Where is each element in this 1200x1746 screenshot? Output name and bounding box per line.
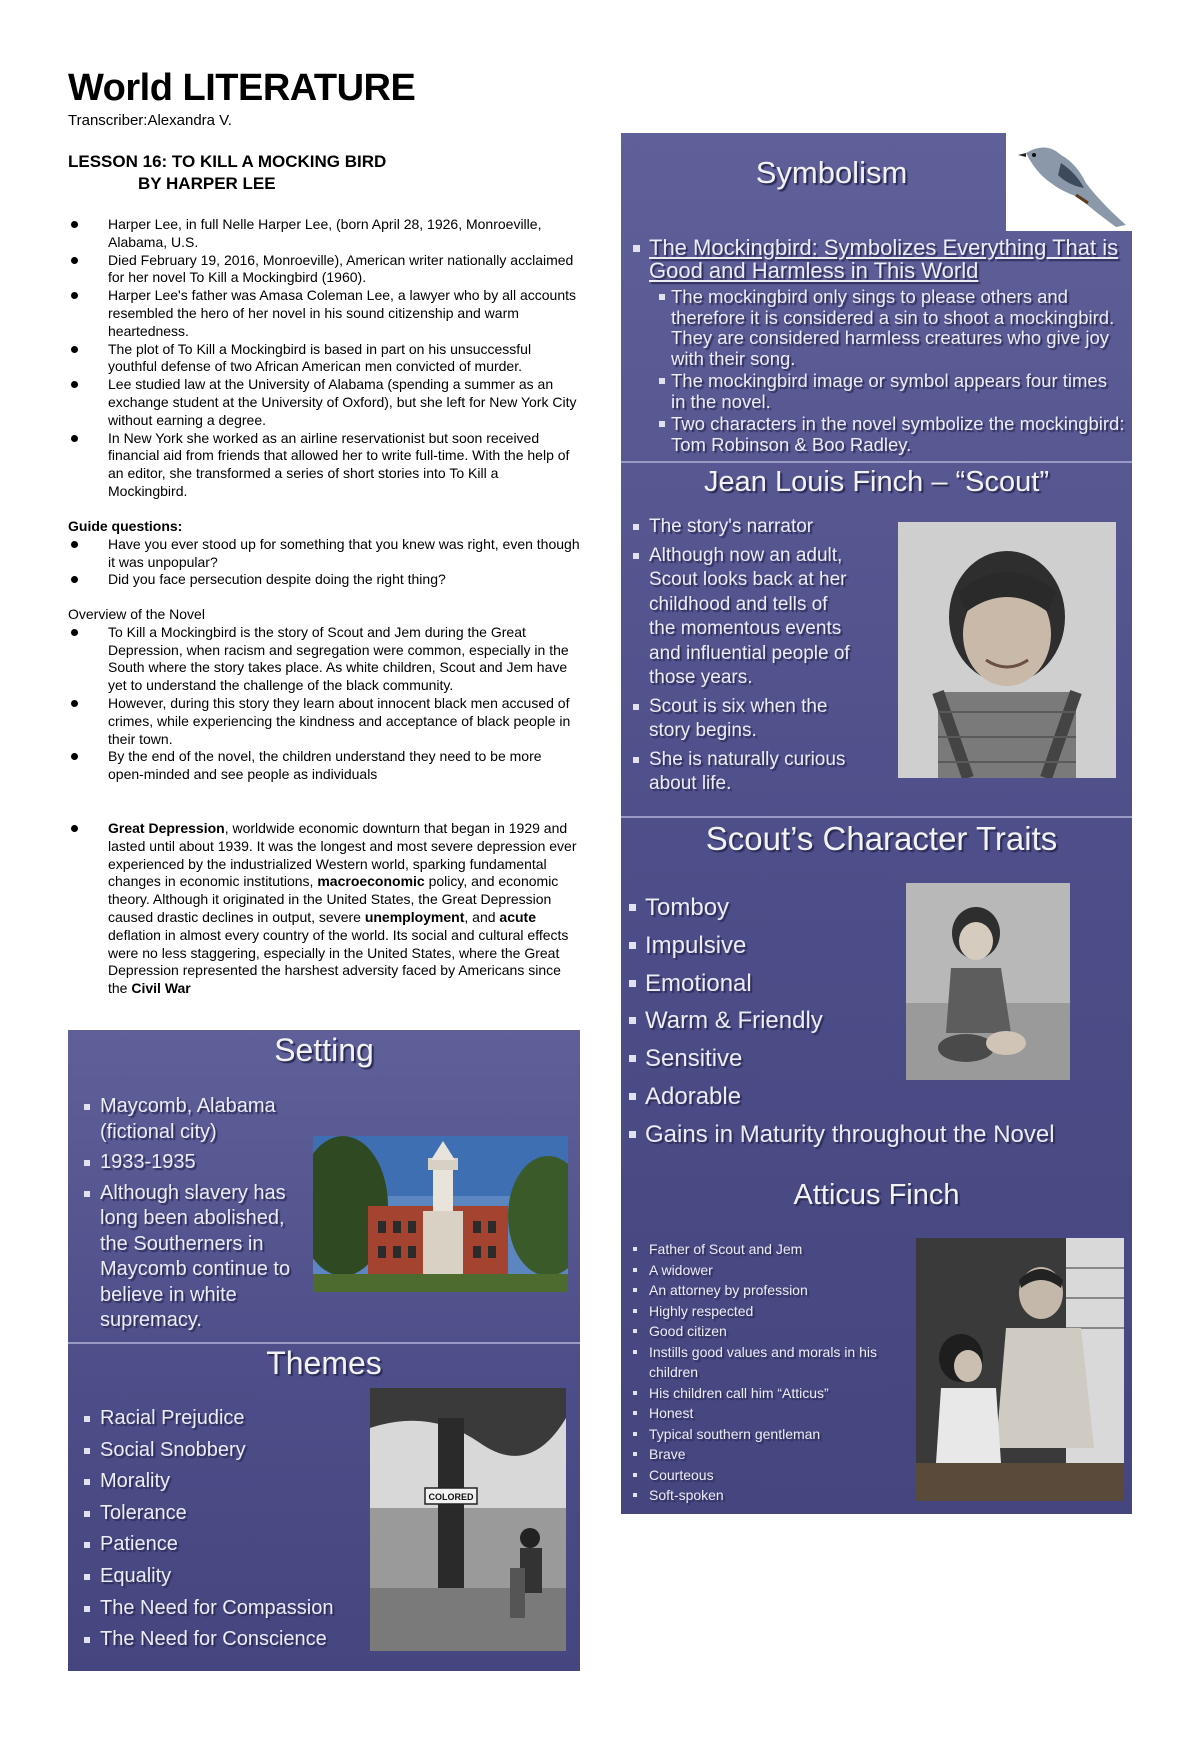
bullet-marker xyxy=(84,1448,90,1454)
list-item: Although slavery has long been abolished, the Southerners in Maycomb continue to believe in white supremacy. xyxy=(80,1181,305,1334)
list-item: Courteous xyxy=(629,1465,889,1486)
scout-list xyxy=(629,515,854,797)
bullet-marker xyxy=(633,1329,637,1333)
bullet-marker xyxy=(84,1191,90,1197)
bullet-marker xyxy=(629,980,636,987)
list-item: Tomboy xyxy=(625,889,1130,927)
list-item: Maycomb, Alabama (fictional city) xyxy=(80,1094,305,1145)
bullet-marker xyxy=(633,704,639,710)
bullet-marker xyxy=(633,1288,637,1292)
bullet-marker xyxy=(629,1017,636,1024)
list-item: The plot of To Kill a Mockingbird is based in part on his unsuccessful youthful defense of two African American men convicted of murder. xyxy=(68,341,580,377)
bullet-marker xyxy=(633,1268,637,1272)
list-item: Have you ever stood up for something that you knew was right, even though it was unpopular? xyxy=(68,536,580,572)
colored-sign-text: COLORED xyxy=(428,1492,474,1502)
list-item: By the end of the novel, the children understand they need to be more open-minded and see people as individuals xyxy=(68,748,580,784)
atticus-scout-photo xyxy=(916,1238,1124,1501)
bullet-marker xyxy=(84,1479,90,1485)
text-run: , and xyxy=(464,908,500,925)
bullet-marker xyxy=(84,1637,90,1643)
text-run: , worldwide economic downturn that began in 1929 and lasted until about 1939. It was the longest and most severe depression ever experienced by the industrialized Western world, sparking fundamental changes in economic institutions, xyxy=(108,820,577,890)
list-item: Emotional xyxy=(625,965,1130,1003)
list-item: An attorney by profession xyxy=(629,1280,889,1301)
atticus-list xyxy=(629,1239,889,1506)
list-item: Tolerance xyxy=(80,1498,360,1530)
bullet-marker xyxy=(633,757,639,763)
bullet-marker xyxy=(633,1452,637,1456)
list-item: Adorable xyxy=(625,1078,1130,1116)
list-item: Instills good values and morals in his children xyxy=(629,1342,889,1383)
bullet-marker xyxy=(633,1350,637,1354)
term-civil-war: Civil War xyxy=(131,980,191,997)
list-item: The story's narrator xyxy=(629,515,854,540)
slide-title-symbolism: Symbolism xyxy=(755,155,908,190)
bullet-marker xyxy=(659,421,665,427)
list-item: In New York she worked as an airline reservationist but soon received financial aid from friends that allowed her to write full-time. With the help of an editor, she transformed a series of short stories into To Kill a Mockingbird. xyxy=(68,430,580,501)
list-item xyxy=(68,820,580,998)
document-title: World LITERATURE xyxy=(68,67,416,109)
bullet-marker xyxy=(84,1416,90,1422)
mockingbird-image xyxy=(1006,133,1132,231)
list-item: Social Snobbery xyxy=(80,1435,360,1467)
bullet-marker xyxy=(629,904,636,911)
list-item: Racial Prejudice xyxy=(80,1403,360,1435)
list-item: A widower xyxy=(629,1260,889,1281)
lesson-title: LESSON 16: TO KILL A MOCKING BIRD xyxy=(68,152,387,171)
bullet-marker xyxy=(633,1391,637,1395)
transcriber-line: Transcriber:Alexandra V. xyxy=(68,112,232,129)
character-slides xyxy=(621,133,1132,1514)
list-item: The mockingbird only sings to please others and therefore it is considered a sin to shoot a mockingbird. They are considered harmless creatures who give joy with their song. xyxy=(655,287,1125,369)
text-run: deflation in almost every country of the world. Its social and cultural effects were no less staggering, especially in the United States, where the Great Depression represented the harshest adversity faced by Americans since the xyxy=(108,926,569,997)
bullet-marker xyxy=(84,1574,90,1580)
bullet-marker xyxy=(633,245,640,252)
text-run: policy, and economic theory. Although it originated in the United States, the Great Depression caused drastic declines in output, severe xyxy=(108,873,559,925)
list-item: To Kill a Mockingbird is the story of Scout and Jem during the Great Depression, when racism and segregation were common, especially in the South where the story takes place. As white children, Scout and Jem have yet to understand the challenge of the black community. xyxy=(68,624,580,695)
bullet-marker xyxy=(629,1093,636,1100)
list-item: However, during this story they learn about innocent black men accused of crimes, while experiencing the kindness and acceptance of black people in their town. xyxy=(68,695,580,748)
overview-heading: Overview of the Novel xyxy=(68,606,205,622)
list-item: Highly respected xyxy=(629,1301,889,1322)
setting-list xyxy=(80,1094,305,1334)
list-item: Scout is six when the story begins. xyxy=(629,695,854,744)
list-item: Brave xyxy=(629,1444,889,1465)
list-item: Soft-spoken xyxy=(629,1485,889,1506)
bullet-marker xyxy=(84,1160,90,1166)
list-item: Morality xyxy=(80,1466,360,1498)
overview-section xyxy=(68,606,580,784)
list-item: Impulsive xyxy=(625,927,1130,965)
list-item: Did you face persecution despite doing the right thing? xyxy=(68,571,580,589)
term-unemployment: unemployment xyxy=(364,908,465,925)
list-item: Although now an adult, Scout looks back at her childhood and tells of the momentous events and influential people of those years. xyxy=(629,544,854,691)
biography-list xyxy=(68,216,580,501)
bullet-marker xyxy=(659,294,665,300)
list-item: Patience xyxy=(80,1529,360,1561)
slide-title-themes: Themes xyxy=(266,1345,382,1381)
list-item: The Need for Conscience xyxy=(80,1624,360,1656)
list-item: Two characters in the novel symbolize the mockingbird: Tom Robinson & Boo Radley. xyxy=(655,414,1125,455)
slide-title-scout: Jean Louis Finch – “Scout” xyxy=(704,466,1049,498)
colored-sign-photo xyxy=(370,1388,566,1651)
term-acute: acute xyxy=(499,908,536,925)
lesson-author: BY HARPER LEE xyxy=(138,174,276,193)
term-macroeconomic: macroeconomic xyxy=(317,873,425,890)
scout-kneeling-photo xyxy=(906,883,1070,1080)
list-item: Typical southern gentleman xyxy=(629,1424,889,1445)
list-item: She is naturally curious about life. xyxy=(629,748,854,797)
list-item: Lee studied law at the University of Alabama (spending a summer as an exchange student at the University of Oxford), but she left for New York City without earning a degree. xyxy=(68,376,580,429)
bullet-marker xyxy=(659,378,665,384)
list-item: His children call him “Atticus” xyxy=(629,1383,889,1404)
list-item: The mockingbird image or symbol appears four times in the novel. xyxy=(655,371,1125,412)
bullet-marker xyxy=(84,1104,90,1110)
list-item: Good citizen xyxy=(629,1321,889,1342)
list-item: Father of Scout and Jem xyxy=(629,1239,889,1260)
bullet-marker xyxy=(629,942,636,949)
list-item: The Need for Compassion xyxy=(80,1593,360,1625)
scout-portrait-photo xyxy=(898,522,1116,778)
list-item: Sensitive xyxy=(625,1040,1130,1078)
guide-heading: Guide questions: xyxy=(68,518,183,534)
bullet-marker xyxy=(629,1131,636,1138)
list-item: Harper Lee, in full Nelle Harper Lee, (born April 28, 1926, Monroeville, Alabama, U.S. xyxy=(68,216,580,252)
list-item: Harper Lee's father was Amasa Coleman Lee, a lawyer who by all accounts resembled the hero of her novel in his sound citizenship and warm heartedness. xyxy=(68,287,580,340)
slide-title-traits: Scout’s Character Traits xyxy=(705,820,1058,857)
slide-title-setting: Setting xyxy=(274,1032,374,1068)
list-item: The Mockingbird: Symbolizes Everything That is Good and Harmless in This World xyxy=(629,237,1124,282)
bullet-marker xyxy=(629,1055,636,1062)
lesson-heading xyxy=(68,151,548,195)
bullet-marker xyxy=(84,1511,90,1517)
bullet-marker xyxy=(633,524,639,530)
bullet-marker xyxy=(633,1309,637,1313)
bullet-marker xyxy=(84,1606,90,1612)
guide-questions xyxy=(68,518,580,589)
symbolism-sublist xyxy=(655,287,1125,455)
list-item: Died February 19, 2016, Monroeville), American writer nationally acclaimed for her novel To Kill a Mockingbird (1960). xyxy=(68,252,580,288)
list-item: Warm & Friendly xyxy=(625,1002,1130,1040)
bullet-marker xyxy=(633,1432,637,1436)
bullet-marker xyxy=(84,1542,90,1548)
list-item: 1933-1935 xyxy=(80,1150,305,1176)
great-depression-note xyxy=(68,820,580,998)
bullet-marker xyxy=(633,1247,637,1251)
themes-list xyxy=(80,1403,360,1656)
courthouse-photo xyxy=(313,1136,568,1292)
slide-title-atticus: Atticus Finch xyxy=(793,1179,960,1211)
list-item: Gains in Maturity throughout the Novel xyxy=(625,1116,1130,1154)
bullet-marker xyxy=(633,1473,637,1477)
term-great-depression: Great Depression xyxy=(108,820,225,836)
bullet-marker xyxy=(633,1493,637,1497)
symbolism-list xyxy=(629,237,1124,282)
setting-themes-slides xyxy=(68,1030,580,1671)
bullet-marker xyxy=(633,553,639,559)
bullet-marker xyxy=(633,1411,637,1415)
list-item: Equality xyxy=(80,1561,360,1593)
list-item: Honest xyxy=(629,1403,889,1424)
